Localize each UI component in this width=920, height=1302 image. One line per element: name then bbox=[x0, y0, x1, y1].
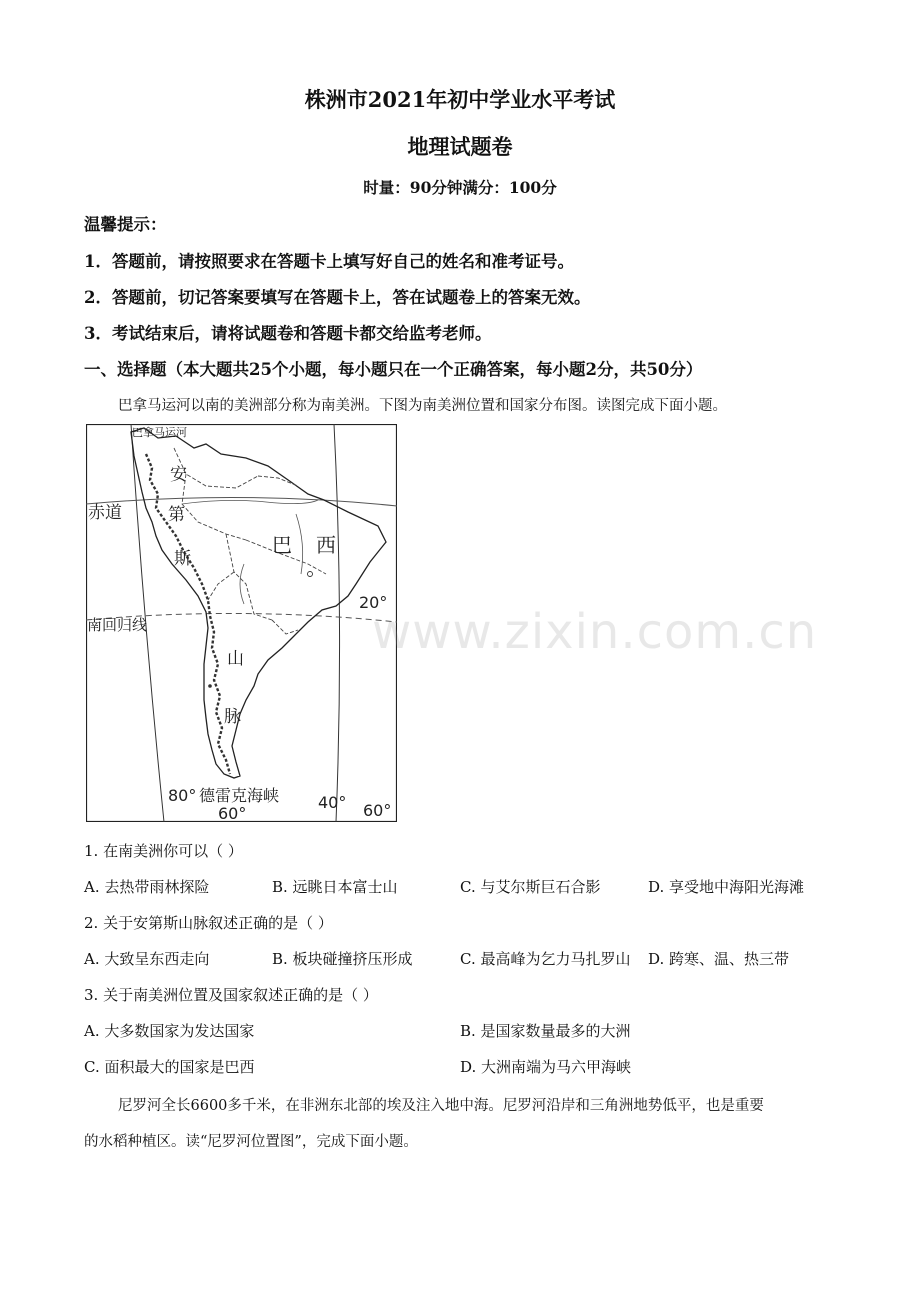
tip-item-1: 1．答题前，请按照要求在答题卡上填写好自己的姓名和准考证号。 bbox=[84, 252, 574, 271]
passage-south-america: 巴拿马运河以南的美洲部分称为南美洲。下图为南美洲位置和国家分布图。读图完成下面小题。 bbox=[118, 398, 727, 414]
tip-item-2: 2．答题前，切记答案要填写在答题卡上，答在试题卷上的答案无效。 bbox=[84, 288, 591, 307]
tip-item-3: 3．考试结束后，请将试题卷和答题卡都交给监考老师。 bbox=[84, 324, 492, 343]
question-2-option-a: A. 大致呈东西走向 bbox=[84, 950, 210, 968]
passage-nile-line-1: 尼罗河全长6600多千米，在非洲东北部的埃及注入地中海。尼罗河沿岸和三角洲地势低平，也是重要 bbox=[118, 1098, 764, 1114]
label-tropic: 南回归线 bbox=[87, 616, 148, 634]
label-lon-40: 40° bbox=[318, 793, 347, 812]
passage-nile-line-2: 的水稻种植区。读“尼罗河位置图”，完成下面小题。 bbox=[84, 1134, 418, 1150]
label-andes-di: 第 bbox=[168, 505, 185, 525]
question-2-option-d: D. 跨寒、温、热三带 bbox=[648, 950, 790, 968]
question-1-option-a: A. 去热带雨林探险 bbox=[84, 878, 210, 896]
time-info: 时量：90分钟满分：100分 bbox=[363, 178, 557, 197]
label-lat-20: 20° bbox=[359, 593, 388, 612]
question-2-option-c: C. 最高峰为乞力马扎罗山 bbox=[460, 950, 631, 968]
label-panama-canal: 巴拿马运河 bbox=[132, 426, 187, 439]
south-america-map bbox=[86, 424, 397, 822]
label-lon-80: 80° bbox=[168, 786, 197, 805]
question-3-option-a: A. 大多数国家为发达国家 bbox=[84, 1022, 255, 1040]
question-3-option-c: C. 面积最大的国家是巴西 bbox=[84, 1058, 255, 1076]
question-3-option-d: D. 大洲南端为马六甲海峡 bbox=[460, 1058, 632, 1076]
label-andes-an: 安 bbox=[170, 465, 187, 485]
exam-subtitle: 地理试题卷 bbox=[407, 134, 513, 159]
label-equator: 赤道 bbox=[88, 503, 122, 523]
section-heading: 一、选择题（本大题共25个小题，每小题只在一个正确答案，每小题2分，共50分） bbox=[84, 360, 703, 379]
question-1-option-b: B. 远眺日本富士山 bbox=[272, 878, 398, 896]
label-andes-shan: 山 bbox=[227, 649, 244, 669]
tips-heading: 温馨提示： bbox=[84, 215, 167, 234]
question-2-option-b: B. 板块碰撞挤压形成 bbox=[272, 950, 413, 968]
question-3-stem: 3. 关于南美洲位置及国家叙述正确的是（ ） bbox=[84, 986, 378, 1004]
exam-title: 株洲市2021年初中学业水平考试 bbox=[304, 87, 616, 112]
city-marker bbox=[208, 684, 212, 688]
question-3-option-b: B. 是国家数量最多的大洲 bbox=[460, 1022, 631, 1040]
label-drake-passage: 德雷克海峡 bbox=[199, 786, 280, 805]
question-2-stem: 2. 关于安第斯山脉叙述正确的是（ ） bbox=[84, 914, 333, 932]
label-lon-60-bottom: 60° bbox=[218, 804, 247, 822]
label-brazil-xi: 西 bbox=[316, 533, 336, 557]
question-1-option-c: C. 与艾尔斯巨石合影 bbox=[460, 878, 601, 896]
label-brazil-ba: 巴 bbox=[272, 533, 292, 557]
label-andes-mai: 脉 bbox=[224, 707, 241, 727]
question-1-option-d: D. 享受地中海阳光海滩 bbox=[648, 878, 805, 896]
question-1-stem: 1. 在南美洲你可以（ ） bbox=[84, 842, 243, 860]
label-andes-si: 斯 bbox=[174, 549, 191, 569]
label-lon-60-right: 60° bbox=[363, 801, 392, 820]
watermark-text: www.zixin.com.cn bbox=[372, 604, 818, 660]
